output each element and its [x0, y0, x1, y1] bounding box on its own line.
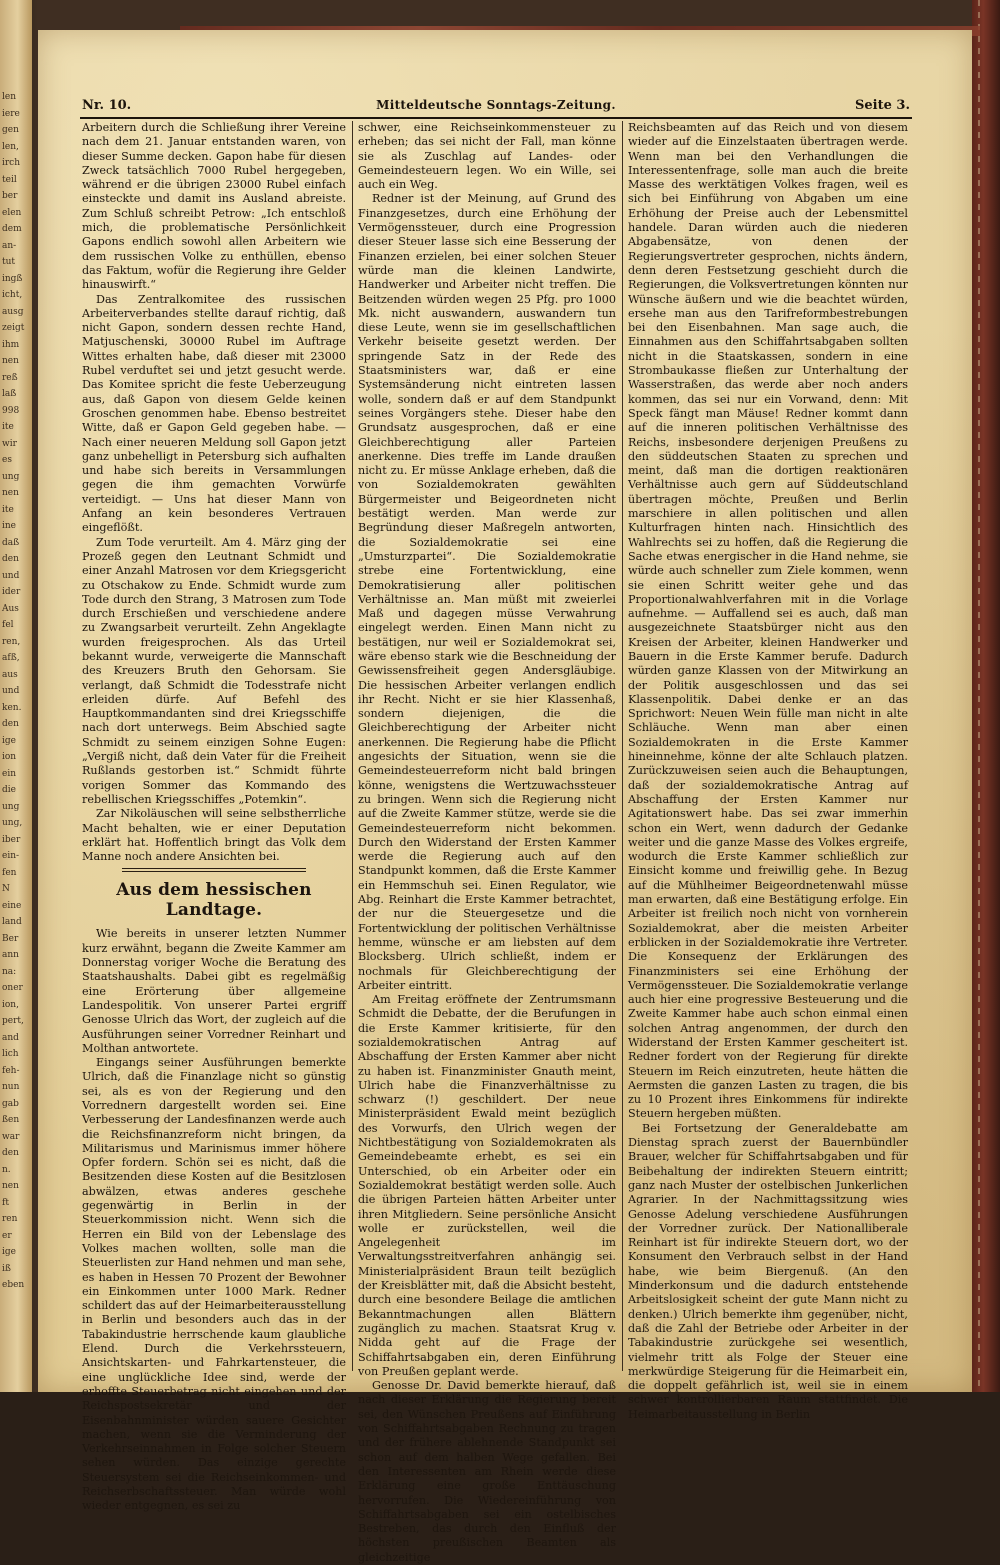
margin-fragment: ken. — [2, 702, 22, 713]
article-column-1 — [82, 121, 346, 1513]
article-paragraph: schwer, eine Reichseinkommensteuer zu erheben; das sei nicht der Fall, man könne sie als Zuschlag auf Landes- oder Gemeindesteuern legen. Wo ein Wille, sei auch ein Weg. — [358, 121, 616, 192]
margin-fragment: ung — [2, 471, 20, 482]
margin-fragment: gab — [2, 1098, 19, 1109]
margin-fragment: ren — [2, 1214, 18, 1224]
margin-fragment: ausg — [2, 306, 24, 317]
margin-fragment: daß — [2, 537, 20, 548]
margin-fragment: reß — [2, 372, 18, 383]
margin-fragment: dem — [2, 224, 22, 234]
article-paragraph: Arbeitern durch die Schließung ihrer Vereine nach dem 21. Januar entstanden waren, von dieser Summe decken. Gapon habe für diesen Zweck tatsächlich 7000 Rubel hergegeben, während er die übrigen 23000 Rubel einfach einsteckte und damit ins Ausland abreiste. Zum Schluß schreibt Petrow: „Ich entschloß mich, die problematische Persönlichkeit Gapons endlich sowohl allen Arbeitern wie dem russischen Volke zu enthüllen, ebenso das Faktum, wofür die Regierung ihre Gelder hinauswirft.“ — [82, 121, 346, 292]
issue-number: Nr. 10. — [82, 98, 132, 113]
margin-fragment: icht, — [2, 290, 23, 300]
margin-fragment: N — [2, 884, 10, 894]
margin-fragment: ingß — [2, 273, 23, 284]
margin-fragment: ion, — [2, 999, 19, 1010]
margin-fragment: und — [2, 686, 20, 696]
margin-fragment: lich — [2, 1049, 19, 1059]
margin-fragment: nun — [2, 1082, 20, 1092]
page-header — [82, 98, 910, 118]
margin-fragment: er — [2, 1230, 12, 1241]
book-binding — [972, 0, 1000, 1392]
article-column-3 — [628, 121, 908, 1421]
margin-fragment: len — [2, 92, 17, 102]
margin-fragment: feh- — [2, 1065, 20, 1076]
margin-fragment: irch — [2, 158, 21, 168]
margin-fragment: 998 — [2, 405, 20, 416]
margin-fragment: fel — [2, 620, 14, 630]
section-heading: Aus dem hessischen Landtage. — [116, 880, 312, 921]
previous-page-edge — [0, 0, 32, 1392]
margin-fragment: ite — [2, 422, 14, 432]
article-paragraph: Bei Fortsetzung der Generaldebatte am Dienstag sprach zuerst der Bauernbündler Brauer, welcher für Schiffahrtsabgaben und für Beibehaltung der indirekten Steuern eintritt; ganz nach Muster der ostelbischen Junkerlichen Agrarier. In der Nachmittagssitzung wies Genosse Adelung verschiedene Ausführungen der Vorredner zurück. Der Nationalliberale Reinhart ist für indirekte Steuern dort, wo der Konsument den Verbrauch selbst in der Hand habe, wie beim Biergenuß. (An den Minderkonsum und die dadurch entstehende Arbeitslosigkeit scheint der gute Mann nicht zu denken.) Ulrich bemerkte ihm gegenüber, nicht, daß die Zahl der Betriebe oder Arbeiter in der Tabakindustrie zurückgehe sei wesentlich, vielmehr tritt als Folge der Steuer eine merkwürdige Steigerung für die Heimarbeit ein, die doppelt gefährlich ist, weil sie in einem schwer kontrollierbaren Raum stattfindet. Die Heimarbeitausstellung in Berlin — [628, 1121, 908, 1421]
margin-fragment: den — [2, 554, 19, 564]
article-paragraph: Zar Nikoläuschen will seine selbstherrliche Macht behalten, wie er einer Deputation erklärt hat. Hoffentlich bringt das Volk dem Manne noch andere Ansichten bei. — [82, 807, 346, 864]
margin-fragment: war — [2, 1131, 20, 1142]
margin-fragment: den — [2, 1148, 19, 1158]
margin-fragment: ann — [2, 950, 19, 960]
margin-fragment: ihm — [2, 339, 20, 350]
article-paragraph: Wie bereits in unserer letzten Nummer kurz erwähnt, begann die Zweite Kammer am Donnerstag voriger Woche die Beratung des Staatshaushalts. Dabei gibt es regelmäßig eine Erörterung über allgemeine Landespolitik. Von unserer Partei ergriff Genosse Ulrich das Wort, der zugleich auf die Ausführungen seiner Vorredner Reinhart und Molthan antwortete. — [82, 927, 346, 1055]
margin-fragment: afß, — [2, 653, 20, 663]
page-number: Seite 3. — [855, 98, 910, 113]
margin-fragment: ite — [2, 504, 14, 515]
margin-fragment: Aus — [2, 603, 19, 614]
margin-fragment: den — [2, 719, 19, 729]
margin-fragment: ber — [2, 191, 18, 201]
margin-fragment: wir — [2, 438, 17, 449]
margin-fragment: an- — [2, 240, 17, 251]
margin-fragment: elen — [2, 207, 22, 218]
header-rule — [80, 117, 912, 119]
margin-fragment: und — [2, 570, 20, 581]
section-divider — [122, 868, 306, 872]
margin-fragment: ein- — [2, 851, 20, 861]
margin-fragment: ider — [2, 587, 21, 597]
article-paragraph: Am Freitag eröffnete der Zentrumsmann Schmidt die Debatte, der die Berufungen in die Erste Kammer kritisierte, für den sozialdemokratischen Antrag auf Abschaffung der Ersten Kammer aber nicht zu haben ist. Finanzminister Gnauth meint, Ulrich habe die Finanzverhältnisse zu schwarz (!) geschildert. Der neue Ministerpräsident Ewald meint bezüglich des Vorwurfs, den Ulrich wegen der Nichtbestätigung von Sozialdemokraten als Gemeindebeamte erhebt, es sei ein Unterschied, ob ein Arbeiter oder ein Sozialdemokrat bestätigt werden solle. Auch die übrigen Parteien hätten Arbeiter unter ihren Mitgliedern. Seine persönliche Ansicht wolle er zurückstellen, weil die Angelegenheit im Verwaltungsstreitverfahren anhängig sei. Ministerialpräsident Braun teilt bezüglich der Kreisblätter mit, daß die Absicht besteht, durch eine besondere Beilage die amtlichen Bekanntmachungen allen Blättern zugänglich zu machen. Staatsrat Krug v. Nidda geht auf die Frage der Schiffahrtsabgaben ein, deren Einführung von Preußen geplant werde. — [358, 993, 616, 1378]
article-paragraph: Redner ist der Meinung, auf Grund des Finanzgesetzes, durch eine Erhöhung der Vermögenssteuer, durch eine Progression dieser Steuer lasse sich eine Besserung der Finanzen erzielen, bei einer solchen Steuer würde man die kleinen Landwirte, Handwerker und Arbeiter nicht treffen. Die Beitzenden würden wegen 25 Pfg. pro 1000 Mk. nicht auswandern, auswandern tun diese Leute, wenn sie im gesellschaftlichen Verkehr beiseite gesetzt werden. Der springende Satz in der Rede des Staatsministers war, daß er eine Systemsänderung nicht eintreten lassen wolle, sondern daß er auf dem Standpunkt seines Vorgängers stehe. Dieser habe den Grundsatz ausgesprochen, daß er eine Gleichberechtigung aller Parteien anerkenne. Dies treffe im Lande draußen nicht zu. Er müsse Anklage erheben, daß die von Sozialdemokraten gewählten Bürgermeister und Beigeordneten nicht bestätigt werden. Man werde zur Begründung dieser Maßregeln antworten, die Sozialdemokratie sei eine „Umsturzpartei“. Die Sozialdemokratie strebe eine Fortentwicklung, eine Demokratisierung aller politischen Verhältnisse an. Man müßt mit zweierlei Maß und dagegen müsse Verwahrung eingelegt werden. Einen Mann nicht zu bestätigen, nur weil er Sozialdemokrat sei, wäre ebenso stark wie die Beschneidung der Gewissensfreiheit gegen Andersgläubige. Die hessischen Arbeiter verlangen endlich ihr Recht. Nicht er sie hier Klassenhaß, sondern diejenigen, die die Gleichberechtigung der Arbeiter nicht anerkennen. Die Regierung habe die Pflicht angesichts der Situation, wenn sie die Gemeindesteuerreform nicht bald bringen könne, wenigstens die Wertzuwachssteuer zu bringen. Wenn sich die Regierung nicht auf die Zweite Kammer stütze, werde sie die Gemeindesteuerreform nicht bekommen. Durch den Widerstand der Ersten Kammer werde die Regierung auch auf den Standpunkt kommen, daß die Erste Kammer ein Hemmschuh sei. Einen Regulator, wie Abg. Reinhart die Erste Kammer betrachtet, der nur die Steuergesetze und die Fortentwicklung der politischen Verhältnisse hemme, wünsche er am liebsten auf dem Blocksberg. Ulrich schließt, indem er nochmals für Gleichberechtigung der Arbeiter eintritt. — [358, 192, 616, 992]
margin-fragment: ft — [2, 1197, 9, 1208]
margin-fragment: iber — [2, 834, 21, 845]
column-divider — [352, 121, 353, 1371]
margin-fragment: iß — [2, 1263, 11, 1274]
margin-fragment: ion — [2, 752, 17, 762]
margin-fragment: ige — [2, 735, 16, 746]
margin-fragment: aus — [2, 669, 18, 680]
margin-fragment: eben — [2, 1280, 25, 1290]
article-paragraph: Reichsbeamten auf das Reich und von diesem wieder auf die Einzelstaaten übertragen werde. Wenn man bei den Verhandlungen die Interessentenfrage, solle man auch die breite Masse des werktätigen Volkes fragen, weil es sich bei Einführung von Abgaben um eine Erhöhung der Preise auch der Lebensmittel handele. Daran würden auch die niederen Abgabensätze, von denen der Regierungsvertreter gesprochen, nichts ändern, denn deren Festsetzung geschieht durch die Regierungen, die Volksvertretungen könnten nur Wünsche äußern und wie die beachtet würden, ersehe man aus den Tarifreformbestrebungen bei den Eisenbahnen. Man sage auch, die Einnahmen aus den Schiffahrtsabgaben sollten nicht in die Staatskassen, sondern in eine Strombaukasse fließen zur Unterhaltung der Wasserstraßen, das werde aber noch anders kommen, das sei nur ein Vorwand, denn: Mit Speck fängt man Mäuse! Redner kommt dann auf die inneren politischen Verhältnisse des Reichs, insbesondere derjenigen Preußens zu den süddeutschen Staaten zu sprechen und meint, daß man die dortigen reaktionären Verhältnisse auch gern auf Süddeutschland übertragen möchte, Preußen und Berlin marschiere in allen politischen und allen Kulturfragen hinten nach. Hinsichtlich des Wahlrechts sei zu hoffen, daß die Regierung die Sache etwas energischer in die Hand nehme, sie würde auch schneller zum Ziele kommen, wenn sie einen Schritt weiter gehe und das Proportionalwahlverfahren mit in die Vorlage aufnehme. — Auffallend sei es auch, daß man ausgezeichnete Staatsbürger nicht aus den Kreisen der Arbeiter, kleinen Handwerker und Bauern in die Erste Kammer berufe. Dadurch würden ganze Klassen von der Mitwirkung an der Politik ausgeschlossen und das sei Klassenpolitik. Dabei denke er an das Sprichwort: Neuen Wein fülle man nicht in alte Schläuche. Wenn man aber einen Sozialdemokraten in die Erste Kammer hineinnehme, könne der alte Schlauch platzen. Zurückzuweisen seien auch die Behauptungen, daß der sozialdemokratische Antrag auf Abschaffung der Ersten Kammer nur Agitationswert habe. Das sei zwar immerhin schon ein Wert, wenn dadurch der Gedanke weiter und die ganze Masse des Volkes ergreife, wodurch die Erste Kammer schließlich zur Einsicht komme und freiwillig gehe. In Bezug auf die Mühlheimer Beigeordnetenwahl müsse man erwarten, daß eine Bestätigung erfolge. Ein Arbeiter ist freilich noch nicht von vornherein Sozialdemokrat, aber die meisten Arbeiter erblicken in der Sozialdemokratie ihre Vertreter. Die Konsequenz der Erklärungen des Finanzministers sei eine Erhöhung der Vermögenssteuer. Die Sozialdemokratie verlange auch hier eine progressive Besteuerung und die Zweite Kammer habe auch schon einmal einen solchen Antrag angenommen, der durch den Widerstand der Ersten Kammer gescheitert ist. Redner fordert von der Regierung für direkte Steuern im Reich einzutreten, heute hätten die Aermsten die ganzen Lasten zu tragen, die bis zu 10 Prozent ihres Einkommens für indirekte Steuern hergeben müßten. — [628, 121, 908, 1121]
margin-fragment: land — [2, 917, 22, 927]
margin-fragment: len, — [2, 141, 19, 152]
margin-fragment: ßen — [2, 1115, 20, 1125]
margin-fragment: eine — [2, 900, 22, 911]
margin-fragment: die — [2, 785, 16, 795]
margin-fragment: nen — [2, 488, 19, 498]
margin-fragment: fen — [2, 867, 17, 878]
margin-fragment: nen — [2, 356, 19, 366]
margin-fragment: gen — [2, 125, 19, 135]
margin-fragment: teil — [2, 174, 17, 185]
margin-fragment: and — [2, 1032, 19, 1043]
column-divider — [622, 121, 623, 1371]
margin-fragment: Ber — [2, 933, 19, 944]
margin-fragment: nen — [2, 1181, 19, 1191]
margin-fragment: es — [2, 455, 12, 465]
margin-fragment: tut — [2, 257, 16, 267]
margin-fragment: pert, — [2, 1016, 24, 1026]
article-column-2 — [358, 121, 616, 1564]
margin-fragment: ige — [2, 1247, 16, 1257]
newspaper-title: Mitteldeutsche Sonntags-Zeitung. — [376, 98, 616, 112]
article-paragraph: Das Zentralkomitee des russischen Arbeiterverbandes stellte darauf richtig, daß nicht Gapon, sondern dessen rechte Hand, Matjuschenski, 30000 Rubel im Auftrage Wittes erhalten habe, daß dieser mit 23000 Rubel verduftet sei und jetzt gesucht werde. Das Komitee spricht die feste Ueberzeugung aus, daß Gapon von diesem Gelde keinen Groschen genommen habe. Ebenso bestreitet Witte, daß er Gapon Geld gegeben habe. — Nach einer neueren Meldung soll Gapon jetzt ganz unbehelligt in Petersburg sich aufhalten und habe sich bereits in Versammlungen gegen die ihm gemachten Vorwürfe verteidigt. — Uns hat dieser Mann von Anfang an kein besonderes Vertrauen eingeflößt. — [82, 292, 346, 535]
article-paragraph: Eingangs seiner Ausführungen bemerkte Ulrich, daß die Finanzlage nicht so günstig sei, als es von der Regierung und den Vorrednern dargestellt worden sei. Eine Verbesserung der Landesfinanzen werde auch die Reichsfinanzreform nicht bringen, da Militarismus und Marinismus immer höhere Opfer fordern. Schön sei es nicht, daß die Besitzenden diese Kosten auf die Besitzlosen abwälzen, etwas anderes geschehe gegenwärtig in Berlin in der Steuerkommission nicht. Wenn sich die Herren ein Bild von der Lebenslage des Volkes machen wollten, solle man die Steuerlisten zur Hand nehmen und man sehe, es haben in Hessen 70 Prozent der Bewohner ein Einkommen unter 1000 Mark. Redner schildert das auf der Heimarbeiterausstellung in Berlin und besonders auch das in der Tabakindustrie herrschende kaum glaubliche Elend. Durch die Verkehrssteuern, Ansichtskarten- und Fahrkartensteuer, die eine unglückliche Idee sind, werde der erhoffte Steuerbetrag nicht eingehen und der Reichspostsekretär und der Eisenbahnminister würden sauere Gesichter machen, wenn sie die Verminderung der Verkehrseinnahmen in Folge solcher Steuern sehen würden. Das einzige gerechte Steuersystem sei die Reichseinkommen- und Reichserbschaftssteuer. Man würde wohl wieder entgegnen, es sei zu — [82, 1056, 346, 1513]
margin-fragment: na: — [2, 966, 17, 977]
margin-fragment: ine — [2, 521, 17, 531]
margin-fragment: ung, — [2, 818, 23, 828]
margin-fragment: zeigt — [2, 323, 25, 333]
margin-fragment: n. — [2, 1164, 11, 1175]
margin-fragment: ein — [2, 768, 17, 779]
margin-fragment: oner — [2, 983, 23, 993]
article-paragraph: Zum Tode verurteilt. Am 4. März ging der Prozeß gegen den Leutnant Schmidt und einer Anzahl Matrosen vor dem Kriegsgericht zu Otschakow zu Ende. Schmidt wurde zum Tode durch den Strang, 3 Matrosen zum Tode durch Erschießen und verschiedene andere zu Zwangsarbeit verurteilt. Zehn Angeklagte wurden freigesprochen. Als das Urteil bekannt wurde, verweigerte die Mannschaft des Kreuzers Bruth den Gehorsam. Sie verlangt, daß Schmidt die Todesstrafe nicht erleiden dürfe. Auf Befehl des Hauptkommandanten sind drei Kriegsschiffe nach dort unterwegs. Beim Abschied sagte Schmidt zu seinem einzigen Sohne Eugen: „Vergiß nicht, daß dein Vater für die Freiheit Rußlands gestorben ist.“ Schmidt führte vorigen Sommer das Kommando des rebellischen Kriegsschiffes „Potemkin“. — [82, 535, 346, 806]
margin-fragment: iere — [2, 108, 20, 119]
margin-fragment: laß — [2, 389, 17, 399]
article-paragraph: Genosse Dr. David bemerkte hierauf, daß nach dieser Erklärung die Regierung bereit sei, den Wünschen Preußens auf Einführung von Schiffahrtsabgaben Rechnung zu tragen und der frühere ablehnende Standpunkt sei schon auf dem halben Wege gefallen. Bei den Interessenten am Rhein werde diese Erklärung eine große Enttäuschung hervorrufen. Die Wiedereinführung von Schiffahrtsabgaben sei ein ostelbisches Bestreben, das durch den Einfluß der höchsten preußischen Beamten als gleichzeitige — [358, 1379, 616, 1564]
margin-fragment: ren, — [2, 636, 21, 647]
margin-fragment: ung — [2, 801, 20, 812]
